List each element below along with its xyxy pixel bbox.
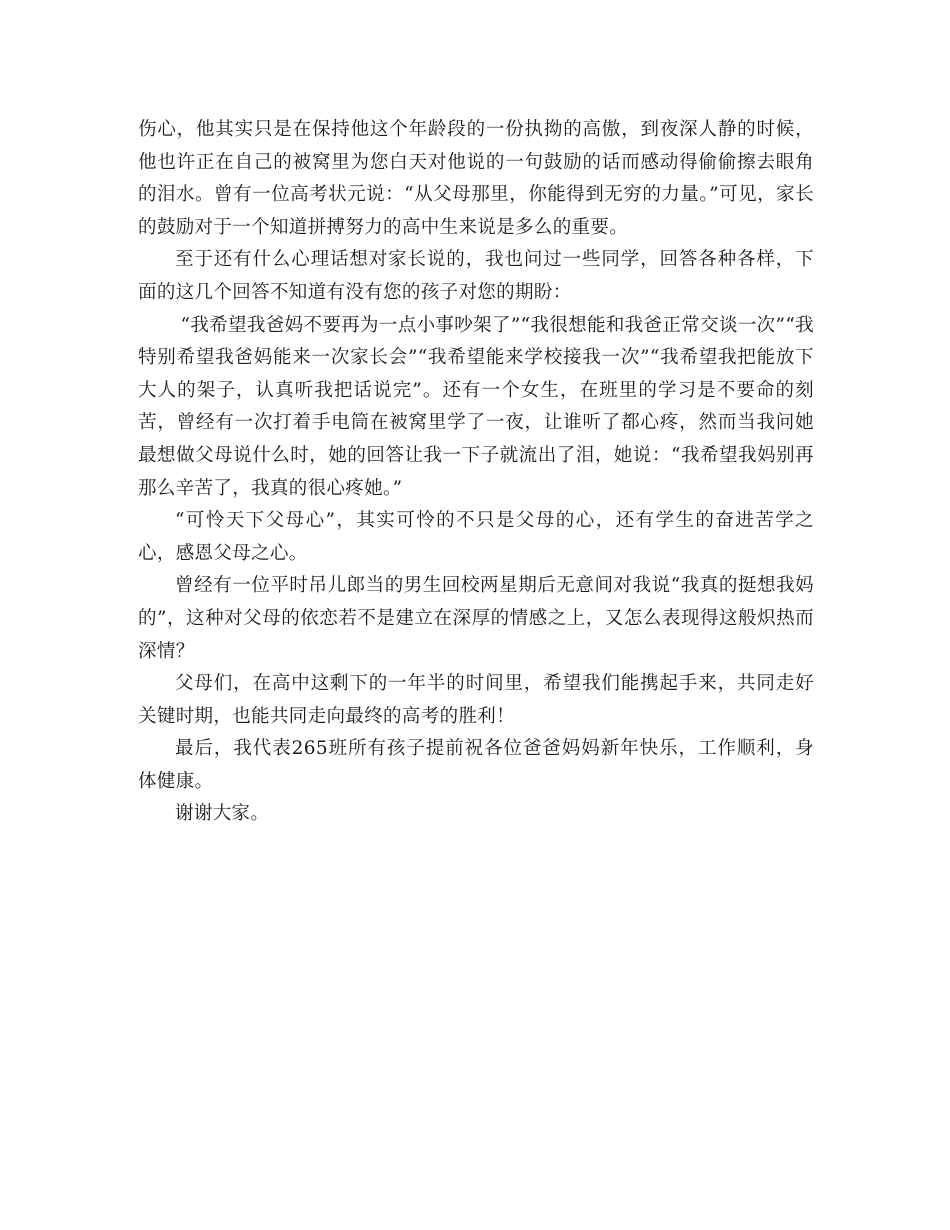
paragraph-boy-story: 曾经有一位平时吊儿郎当的男生回校两星期后无意间对我说“我真的挺想我妈的”，这种对父母的依恋若不是建立在深厚的情感之上，又怎么表现得这般炽热而深情？ xyxy=(138,575,814,662)
paragraph-new-year-wishes: 最后，我代表265班所有孩子提前祝各位爸爸妈妈新年快乐，工作顺利，身体健康。 xyxy=(138,738,814,792)
paragraph-student-wishes: “我希望我爸妈不要再为一点小事吵架了”“我很想能和我爸正常交谈一次”“我特别希望我爸妈能来一次家长会”“我希望能来学校接我一次”“我希望我把能放下大人的架子，认真听我把话说完”。还有一个女生，在班里的学习是不要命的刻苦，曾经有一次打着手电筒在被窝里学了一夜，让谁听了都心疼，然而当我问她最想做父母说什么时，她的回答让我一下子就流出了泪，她说：“我希望我妈别再那么辛苦了，我真的很心疼她。” xyxy=(138,314,814,499)
paragraph-continuation: 伤心，他其实只是在保持他这个年龄段的一份执拗的高傲，到夜深人静的时候，他也许正在自己的被窝里为您白天对他说的一句鼓励的话而感动得偷偷擦去眼角的泪水。曾有一位高考状元说：“从父母那里，你能得到无穷的力量。”可见，家长的鼓励对于一个知道拼搏努力的高中生来说是多么的重要。 xyxy=(138,119,814,238)
paragraph-parents-heart: “可怜天下父母心”，其实可怜的不只是父母的心，还有学生的奋进苦学之心，感恩父母之心。 xyxy=(138,510,814,564)
paragraph-thanks: 谢谢大家。 xyxy=(175,803,270,825)
paragraph-parents-words: 至于还有什么心理话想对家长说的，我也问过一些同学，回答各种各样，下面的这几个回答不知道有没有您的孩子对您的期盼： xyxy=(138,249,814,303)
paragraph-call-to-parents: 父母们，在高中这剩下的一年半的时间里，希望我们能携起手来，共同走好关键时期，也能共同走向最终的高考的胜利！ xyxy=(138,673,814,727)
document-body xyxy=(138,114,814,831)
